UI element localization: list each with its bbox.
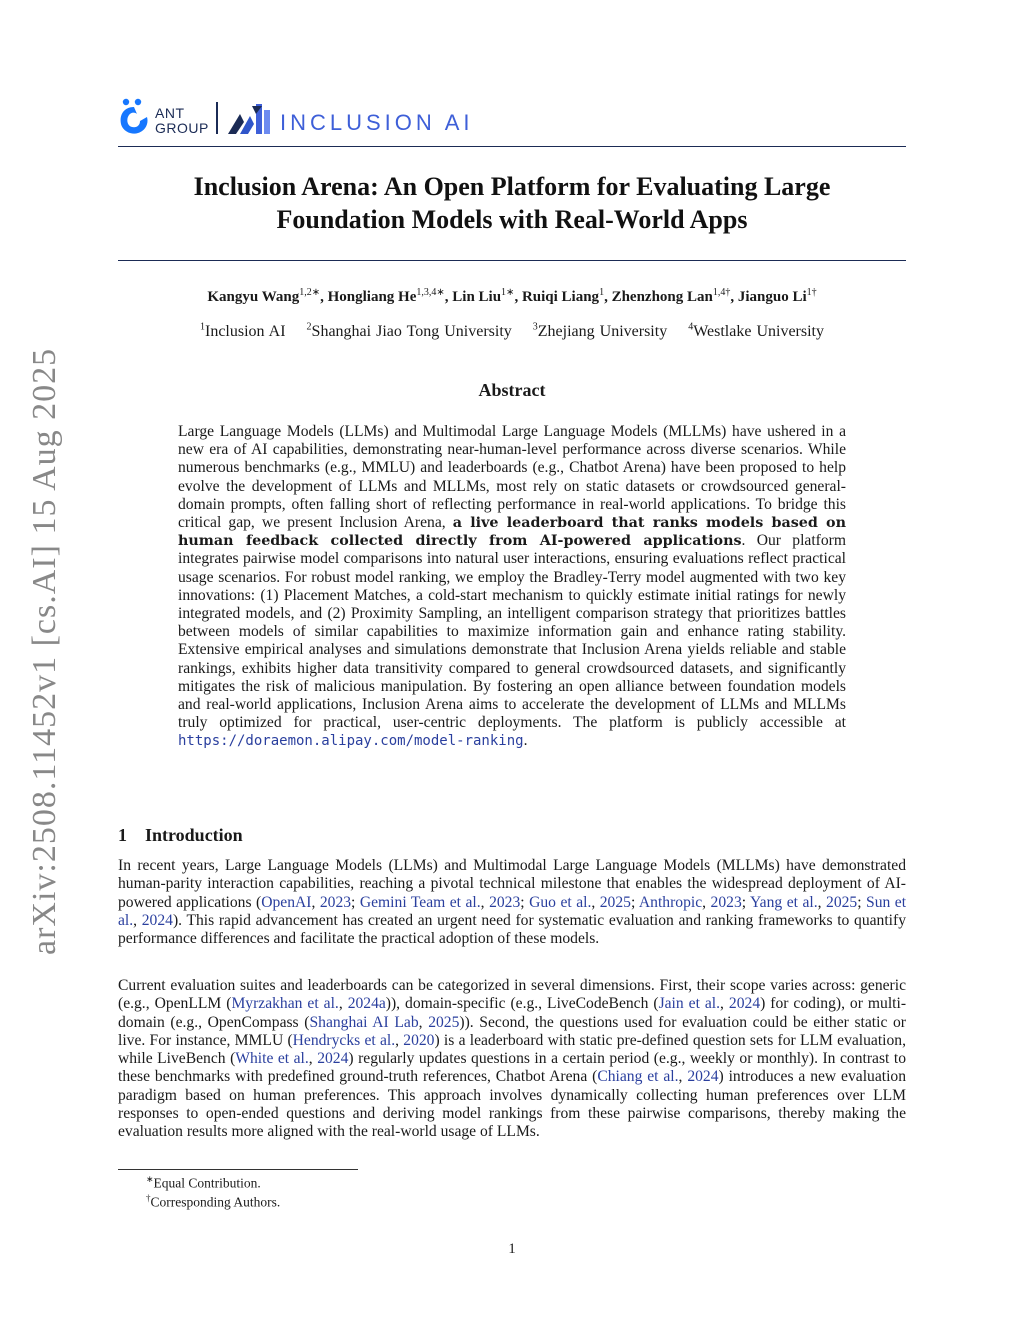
abstract-highlight: a live leaderboard that ranks models based on human feedback collected directly from AI-powered applications <box>178 515 846 550</box>
author: Zhenzhong Lan$^{1,4\dagger}$ <box>611 287 731 305</box>
author: Kangyu Wang$^{1,2∗}$ <box>207 287 321 305</box>
citation-link[interactable]: 2025 <box>599 893 631 911</box>
abstract-body: Large Language Models (LLMs) and Multimodal Large Language Models (MLLMs) have ushered in a new era of AI capabilities, demonstrating near-human-level performance across diverse scenarios. While numerous benchmarks (e.g., MMLU) and leaderboards (e.g., Chatbot Arena) have been proposed to help evolve the development of LLMs and MLLMs, most rely on static datasets or crowdsourced general-domain prompts, often falling short of reflecting performance in real-world applications. To bridge this critical gap, we present Inclusion Arena, a live leaderboard that ranks models based on human feedback collected directly from AI-powered applications. Our platform integrates pairwise model comparisons into natural user interactions, ensuring evaluations reflect practical usage scenarios. For robust model ranking, we employ the Bradley-Terry model augmented with two key innovations: (1) Placement Matches, a cold-start mechanism to quickly estimate initial ratings for newly integrated models, and (2) Proximity Sampling, an intelligent comparison strategy that prioritizes battles between models of similar capabilities to maximize information gain and enhance rating stability. Extensive empirical analyses and simulations demonstrate that Inclusion Arena yields reliable and stable rankings, exhibits higher data transitivity compared to general crowdsourced datasets, and significantly mitigates the risk of malicious manipulation. By fostering an open alliance between foundation models and real-world applications, Inclusion Arena aims to accelerate the development of LLMs and MLLMs truly optimized for practical, user-centric deployments. The platform is publicly accessible at https://doraemon.alipay.com/model-ranking. <box>178 423 846 750</box>
citation-link[interactable]: Jain et al. <box>658 995 721 1013</box>
header-rule-top <box>118 146 906 147</box>
author: Jianguo $Li^{1\dagger}$ <box>737 287 817 305</box>
citation-link[interactable]: OpenAI <box>261 893 312 911</box>
affiliation-list <box>118 322 906 341</box>
intro-paragraph-2: Current evaluation suites and leaderboards can be categorized in several dimensions. First, their scope varies across: generic (e.g., OpenLLM (Myrzakhan et al., 2024a)), domain-specific (e.g., LiveCodeBench (Jain et al., 2024) for coding), or multi-domain (e.g., OpenCompass (Shanghai AI Lab, 2025)). Second, the questions used for evaluation could be either static or live. For instance, MMLU (Hendrycks et al., 2020) is a leaderboard with static pre-defined question sets for LLM evaluation, while LiveBench (White et al., 2024) regularly updates questions in a certain period (e.g., weekly or monthly). In contrast to these benchmarks with predefined ground-truth references, Chatbot Arena (Chiang et al., 2024) introduces a new evaluation paradigm based on human preferences. This approach involves dynamically collecting human preferences over LLM responses to open-ended questions and deriving model rankings from these pairwise comparisons, thereby making the evaluation results more aligned with the real-world usage of LLMs. <box>118 977 907 1141</box>
author: Ruiqi Liang$^1$ <box>521 287 605 305</box>
ant-group-wordmark: ANT GROUP <box>155 105 209 136</box>
ant-group-logo-icon <box>118 97 150 135</box>
author: Lin Liu$^{1∗}$ <box>452 287 515 305</box>
citation-link[interactable]: 2024 <box>141 911 173 929</box>
citation-link[interactable]: Sun et al. <box>118 893 907 929</box>
citation-link[interactable]: Guo et al. <box>529 893 592 911</box>
paper-title <box>118 170 906 236</box>
citation-link[interactable]: 2023 <box>319 893 352 911</box>
citation-link[interactable]: 2024a <box>347 995 386 1013</box>
affiliation: $^3$Zhejiang University <box>532 322 668 341</box>
page-number: 1 <box>508 1241 516 1257</box>
affiliation: $^4$Westlake University <box>688 322 824 341</box>
citation-link[interactable]: Anthropic <box>638 893 703 911</box>
intro-paragraph-1: In recent years, Large Language Models (LLMs) and Multimodal Large Language Models (MLLMs) have demonstrated human-parity interaction capabilities, reaching a pivotal technical milestone that enables the widespread deployment of AI-powered applications (OpenAI, 2023; Gemini Team et al., 2023; Guo et al., 2025; Anthropic, 2023; Yang et al., 2025; Sun et al., 2024). This rapid advancement has created an urgent need for systematic evaluation and ranking frameworks to quantify performance differences and facilitate the practical adoption of these models. <box>118 857 907 948</box>
citation-link[interactable]: Myrzakhan et al. <box>231 995 339 1013</box>
arxiv-identifier: arXiv:2508.11452v1 [cs.AI] 15 Aug 2025 <box>26 347 63 955</box>
title-line-2: Foundation Models with Real-World Apps <box>276 205 748 234</box>
citation-link[interactable]: 2024 <box>317 1050 349 1068</box>
citation-link[interactable]: 2024 <box>687 1068 719 1086</box>
abstract-heading: Abstract <box>478 380 546 400</box>
citation-link[interactable]: White et al. <box>235 1050 309 1068</box>
citation-link[interactable]: 2025 <box>428 1013 460 1031</box>
affiliation: $^1$Inclusion AI <box>200 322 286 341</box>
citation-link[interactable]: Gemini Team et al. <box>359 893 481 911</box>
author: Hongliang $He^{1,3,4∗}$ <box>327 287 445 305</box>
citation-link[interactable]: 2023 <box>489 893 521 911</box>
footnote-rule <box>118 1169 358 1170</box>
affiliation: $^2$Shanghai Jiao Tong University <box>306 322 512 341</box>
header-rule-bottom <box>118 260 906 261</box>
citation-link[interactable]: 2023 <box>710 893 742 911</box>
footnote-equal-contribution: ∗Equal Contribution. <box>146 1174 261 1191</box>
author-list: Kangyu Wang$^{1,2∗}$, Hongliang $He^{1,3,4∗}$, Lin Liu$^{1∗}$, Ruiqi Liang$^1$, Zhenzhong Lan$^{1,4\dagger}$, Jianguo $Li^{1\dagger}$ <box>207 287 817 305</box>
citation-link[interactable]: Hendrycks et al. <box>292 1031 396 1049</box>
section-heading-introduction: 1 Introduction <box>118 825 243 845</box>
platform-url-link[interactable]: https://doraemon.alipay.com/model-ranking <box>178 733 524 750</box>
inclusion-ai-wordmark: INCLUSION AI <box>280 110 474 135</box>
title-line-1: Inclusion Arena: An Open Platform for Evaluating Large <box>193 172 831 201</box>
citation-link[interactable]: Chiang et al. <box>597 1068 679 1086</box>
footnote-corresponding-authors: †Corresponding Authors. <box>146 1193 281 1210</box>
citation-link[interactable]: Shanghai AI Lab <box>309 1013 419 1031</box>
citation-link[interactable]: 2024 <box>728 995 761 1013</box>
citation-link[interactable]: Yang et al. <box>749 893 818 911</box>
citation-link[interactable]: 2020 <box>403 1031 435 1049</box>
citation-link[interactable]: 2025 <box>826 893 858 911</box>
logo-separator <box>216 102 218 134</box>
inclusion-ai-logo-icon <box>226 102 274 136</box>
